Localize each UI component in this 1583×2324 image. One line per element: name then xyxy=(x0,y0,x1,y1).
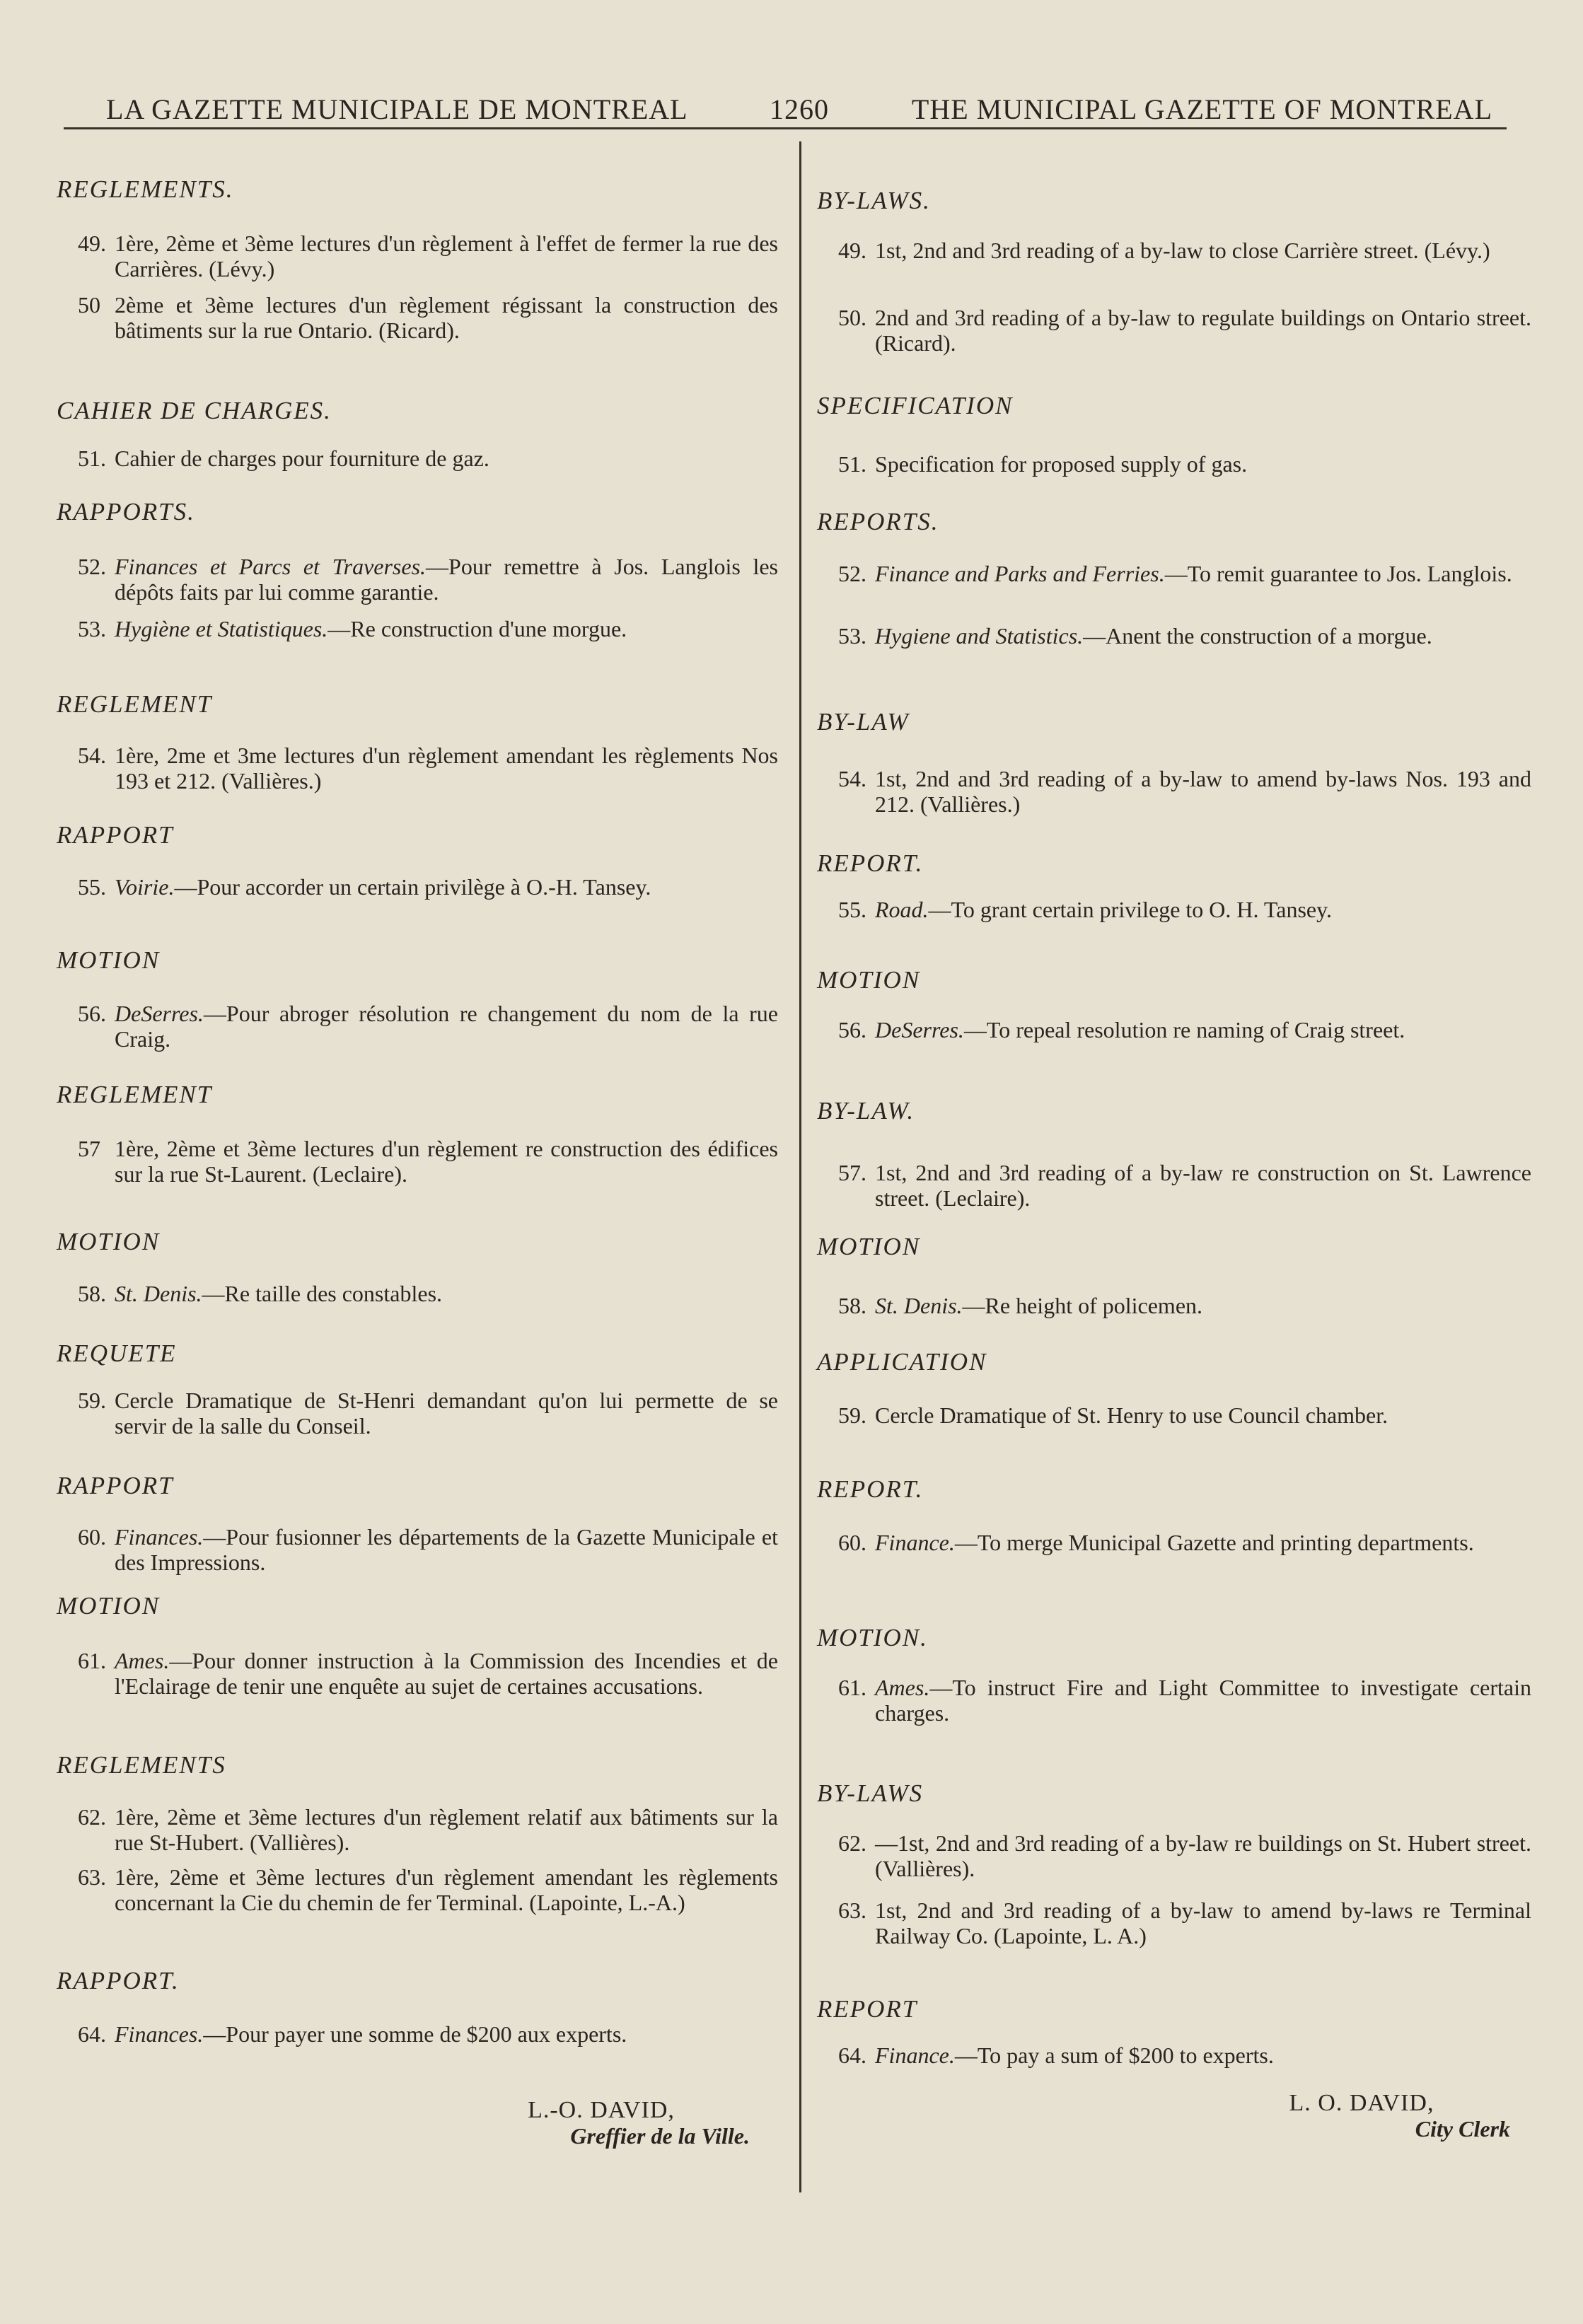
item-body-text: —1st, 2nd and 3rd reading of a by-law re buildings on St. Hubert street. (Vallières). xyxy=(875,1830,1531,1881)
item-number: 51. xyxy=(838,451,866,477)
signatory-title: Greffier de la Ville. xyxy=(570,2123,750,2149)
section-heading: RAPPORT xyxy=(57,1472,174,1499)
item-text xyxy=(115,1388,778,1439)
item-lead: Hygiene and Statistics. xyxy=(875,623,1084,649)
item-text xyxy=(875,1830,1531,1881)
item-number: 60. xyxy=(78,1524,106,1550)
agenda-item xyxy=(838,1530,1531,1555)
item-number: 57 xyxy=(78,1136,100,1161)
section-heading: MOTION xyxy=(57,946,161,974)
item-body-text: 1st, 2nd and 3rd reading of a by-law to amend by-laws Nos. 193 and 212. (Vallières.) xyxy=(875,766,1531,817)
section-heading: BY-LAW. xyxy=(817,1097,915,1125)
section-heading: BY-LAW xyxy=(817,708,910,736)
section-heading: CAHIER DE CHARGES. xyxy=(57,397,332,424)
item-text xyxy=(875,1293,1531,1318)
item-number: 64. xyxy=(78,2021,106,2047)
item-body-text: 1ère, 2ème et 3ème lectures d'un règlement amendant les règlements concernant la Cie du chemin de fer Terminal. (Lapointe, L.-A.) xyxy=(115,1864,778,1915)
section-heading: MOTION xyxy=(57,1592,161,1620)
item-text xyxy=(875,1898,1531,1948)
section-heading: BY-LAWS. xyxy=(817,187,931,214)
section-heading: RAPPORT. xyxy=(57,1967,180,1994)
item-number: 53. xyxy=(78,616,106,641)
item-text xyxy=(115,743,778,794)
item-number: 51. xyxy=(78,446,106,471)
item-body-text: —Re height of policemen. xyxy=(962,1293,1203,1318)
item-text xyxy=(875,1675,1531,1726)
section-heading: RAPPORT xyxy=(57,821,174,849)
section-heading: REPORT. xyxy=(817,1475,924,1503)
item-number: 58. xyxy=(838,1293,866,1318)
item-text xyxy=(115,616,778,641)
item-body-text: —To merge Municipal Gazette and printing departments. xyxy=(954,1530,1474,1555)
signatory-name: L.-O. DAVID, xyxy=(528,2097,675,2123)
item-body-text: 1ère, 2ème et 3ème lectures d'un règlement à l'effet de fermer la rue des Carrières. (Lévy.) xyxy=(115,231,778,281)
item-body-text: —Anent the construction of a morgue. xyxy=(1083,623,1432,649)
signature-block xyxy=(1213,2091,1510,2142)
item-number: 53. xyxy=(838,623,866,649)
agenda-item xyxy=(78,1864,778,1915)
item-text xyxy=(875,1017,1531,1042)
item-number: 49. xyxy=(838,238,866,263)
section-heading: REGLEMENTS. xyxy=(57,175,234,203)
agenda-item xyxy=(838,561,1531,586)
item-number: 63. xyxy=(838,1898,866,1923)
item-lead: Ames. xyxy=(115,1648,170,1673)
agenda-item xyxy=(78,743,778,794)
item-body-text: 1st, 2nd and 3rd reading of a by-law to close Carrière street. (Lévy.) xyxy=(875,238,1490,263)
item-number: 63. xyxy=(78,1864,106,1890)
item-body-text: —To instruct Fire and Light Committee to investigate certain charges. xyxy=(875,1675,1531,1726)
item-number: 61. xyxy=(838,1675,866,1700)
agenda-item xyxy=(838,1293,1531,1318)
item-body-text: Cercle Dramatique of St. Henry to use Council chamber. xyxy=(875,1402,1388,1428)
section-heading: REPORTS. xyxy=(817,508,939,535)
item-body-text: —Pour accorder un certain privilège à O.-H. Tansey. xyxy=(174,874,651,900)
item-number: 57. xyxy=(838,1160,866,1185)
section-heading: MOTION. xyxy=(817,1624,928,1651)
item-text xyxy=(115,446,778,471)
item-text xyxy=(115,231,778,281)
section-heading: MOTION xyxy=(57,1228,161,1255)
agenda-item xyxy=(838,1017,1531,1042)
item-body-text: 1ère, 2ème et 3ème lectures d'un règlement relatif aux bâtiments sur la rue St-Hubert. (Vallières). xyxy=(115,1804,778,1855)
item-number: 62. xyxy=(838,1830,866,1856)
column-divider xyxy=(799,141,801,2192)
section-heading: RAPPORTS. xyxy=(57,498,195,525)
agenda-item xyxy=(838,1160,1531,1211)
item-text xyxy=(115,1136,778,1187)
section-heading: MOTION xyxy=(817,1233,921,1260)
item-body-text: 1ère, 2ème et 3ème lectures d'un règlement re construction des édifices sur la rue St-Laurent. (Leclaire). xyxy=(115,1136,778,1187)
section-heading: REGLEMENT xyxy=(57,690,213,718)
agenda-item xyxy=(838,766,1531,817)
item-text xyxy=(875,451,1531,477)
item-text xyxy=(875,1402,1531,1428)
section-heading: REGLEMENT xyxy=(57,1081,213,1108)
item-lead: Road. xyxy=(875,897,929,922)
agenda-item xyxy=(78,1524,778,1575)
item-number: 50. xyxy=(838,305,866,330)
item-number: 62. xyxy=(78,1804,106,1830)
item-body-text: 1ère, 2me et 3me lectures d'un règlement amendant les règlements Nos 193 et 212. (Vallières.) xyxy=(115,743,778,794)
section-heading: MOTION xyxy=(817,966,921,994)
item-number: 54. xyxy=(838,766,866,791)
agenda-item xyxy=(838,623,1531,649)
section-heading: APPLICATION xyxy=(817,1348,987,1376)
item-body-text: 1st, 2nd and 3rd reading of a by-law to amend by-laws re Terminal Railway Co. (Lapointe, L. A.) xyxy=(875,1898,1531,1948)
item-text xyxy=(115,1524,778,1575)
section-heading: REPORT xyxy=(817,1995,918,2023)
item-text xyxy=(115,2021,778,2047)
agenda-item xyxy=(78,1136,778,1187)
item-lead: Finances et Parcs et Traverses. xyxy=(115,554,427,579)
item-number: 58. xyxy=(78,1281,106,1306)
agenda-item xyxy=(838,238,1531,263)
item-text xyxy=(875,1530,1531,1555)
item-number: 52. xyxy=(838,561,866,586)
item-lead: DeSerres. xyxy=(875,1017,964,1042)
item-body-text: Cahier de charges pour fourniture de gaz. xyxy=(115,446,489,471)
item-text xyxy=(875,305,1531,356)
agenda-item xyxy=(78,1281,778,1306)
item-body-text: Cercle Dramatique de St-Henri demandant qu'on lui permette de se servir de la salle du Conseil. xyxy=(115,1388,778,1439)
item-body-text: 2nd and 3rd reading of a by-law to regulate buildings on Ontario street. (Ricard). xyxy=(875,305,1531,356)
agenda-item xyxy=(78,554,778,605)
page-header xyxy=(106,83,1492,126)
agenda-item xyxy=(78,874,778,900)
item-text xyxy=(875,238,1531,263)
item-text xyxy=(115,1804,778,1855)
item-number: 61. xyxy=(78,1648,106,1673)
item-lead: St. Denis. xyxy=(875,1293,963,1318)
item-lead: Hygiène et Statistiques. xyxy=(115,616,328,641)
section-heading: REGLEMENTS xyxy=(57,1751,226,1779)
item-text xyxy=(875,623,1531,649)
item-body-text: —Pour fusionner les départements de la Gazette Municipale et des Impressions. xyxy=(115,1524,778,1575)
signatory-title: City Clerk xyxy=(1415,2116,1510,2142)
item-lead: Ames. xyxy=(875,1675,930,1700)
signatory-name: L. O. DAVID, xyxy=(1289,2090,1434,2116)
item-body-text: —Pour abroger résolution re changement du nom de la rue Craig. xyxy=(115,1001,778,1052)
agenda-item xyxy=(78,2021,778,2047)
item-text xyxy=(875,1160,1531,1211)
agenda-item xyxy=(838,1830,1531,1881)
item-text xyxy=(115,1864,778,1915)
item-number: 64. xyxy=(838,2043,866,2068)
item-lead: Finance. xyxy=(875,1530,955,1555)
section-heading: REQUETE xyxy=(57,1340,177,1367)
agenda-item xyxy=(78,1388,778,1439)
item-body-text: —To repeal resolution re naming of Craig street. xyxy=(963,1017,1405,1042)
item-body-text: —Pour donner instruction à la Commission des Incendies et de l'Eclairage de tenir une enquête au sujet de certaines accusations. xyxy=(115,1648,778,1699)
agenda-item xyxy=(838,1675,1531,1726)
item-number: 56. xyxy=(78,1001,106,1026)
signature-block xyxy=(453,2098,750,2149)
item-body-text: —Pour payer une somme de $200 aux experts. xyxy=(203,2021,627,2047)
item-text xyxy=(875,766,1531,817)
item-body-text: —Re taille des constables. xyxy=(202,1281,443,1306)
header-title-french: LA GAZETTE MUNICIPALE DE MONTREAL xyxy=(106,93,688,125)
agenda-item xyxy=(838,451,1531,477)
item-body-text: —To pay a sum of $200 to experts. xyxy=(954,2043,1274,2068)
item-number: 56. xyxy=(838,1017,866,1042)
item-number: 52. xyxy=(78,554,106,579)
header-rule xyxy=(64,127,1507,129)
item-text xyxy=(875,2043,1531,2068)
item-lead: DeSerres. xyxy=(115,1001,204,1026)
agenda-item xyxy=(78,1001,778,1052)
item-text xyxy=(115,1281,778,1306)
item-body-text: 2ème et 3ème lectures d'un règlement régissant la construction des bâtiments sur la rue Ontario. (Ricard). xyxy=(115,292,778,343)
item-text xyxy=(115,874,778,900)
agenda-item xyxy=(78,616,778,641)
item-body-text: —Re construction d'une morgue. xyxy=(327,616,627,641)
section-heading: REPORT. xyxy=(817,849,924,877)
agenda-item xyxy=(78,231,778,281)
item-text xyxy=(115,1648,778,1699)
agenda-item xyxy=(78,446,778,471)
agenda-item xyxy=(838,897,1531,922)
item-lead: Finances. xyxy=(115,2021,204,2047)
item-number: 59. xyxy=(78,1388,106,1413)
item-number: 55. xyxy=(838,897,866,922)
item-body-text: 1st, 2nd and 3rd reading of a by-law re construction on St. Lawrence street. (Leclaire). xyxy=(875,1160,1531,1211)
header-title-english: THE MUNICIPAL GAZETTE OF MONTREAL xyxy=(911,93,1492,125)
agenda-item xyxy=(78,292,778,343)
item-number: 49. xyxy=(78,231,106,256)
item-number: 54. xyxy=(78,743,106,768)
item-number: 55. xyxy=(78,874,106,900)
item-body-text: —To grant certain privilege to O. H. Tansey. xyxy=(928,897,1333,922)
item-text xyxy=(115,292,778,343)
item-lead: Finances. xyxy=(115,1524,204,1550)
item-number: 50 xyxy=(78,292,100,318)
item-body-text: —To remit guarantee to Jos. Langlois. xyxy=(1164,561,1512,586)
agenda-item xyxy=(78,1804,778,1855)
item-text xyxy=(875,897,1531,922)
item-number: 59. xyxy=(838,1402,866,1428)
agenda-item xyxy=(838,305,1531,356)
section-heading: SPECIFICATION xyxy=(817,392,1014,419)
agenda-item xyxy=(838,2043,1531,2068)
item-body-text: —Pour remettre à Jos. Langlois les dépôts faits par lui comme garantie. xyxy=(115,554,778,605)
item-text xyxy=(115,554,778,605)
item-lead: Finance and Parks and Ferries. xyxy=(875,561,1165,586)
page-number: 1260 xyxy=(770,93,829,125)
agenda-item xyxy=(838,1898,1531,1948)
item-lead: St. Denis. xyxy=(115,1281,202,1306)
item-text xyxy=(115,1001,778,1052)
item-text xyxy=(875,561,1531,586)
item-body-text: Specification for proposed supply of gas. xyxy=(875,451,1248,477)
section-heading: BY-LAWS xyxy=(817,1779,924,1807)
agenda-item xyxy=(838,1402,1531,1428)
agenda-item xyxy=(78,1648,778,1699)
item-lead: Finance. xyxy=(875,2043,955,2068)
item-number: 60. xyxy=(838,1530,866,1555)
item-lead: Voirie. xyxy=(115,874,175,900)
